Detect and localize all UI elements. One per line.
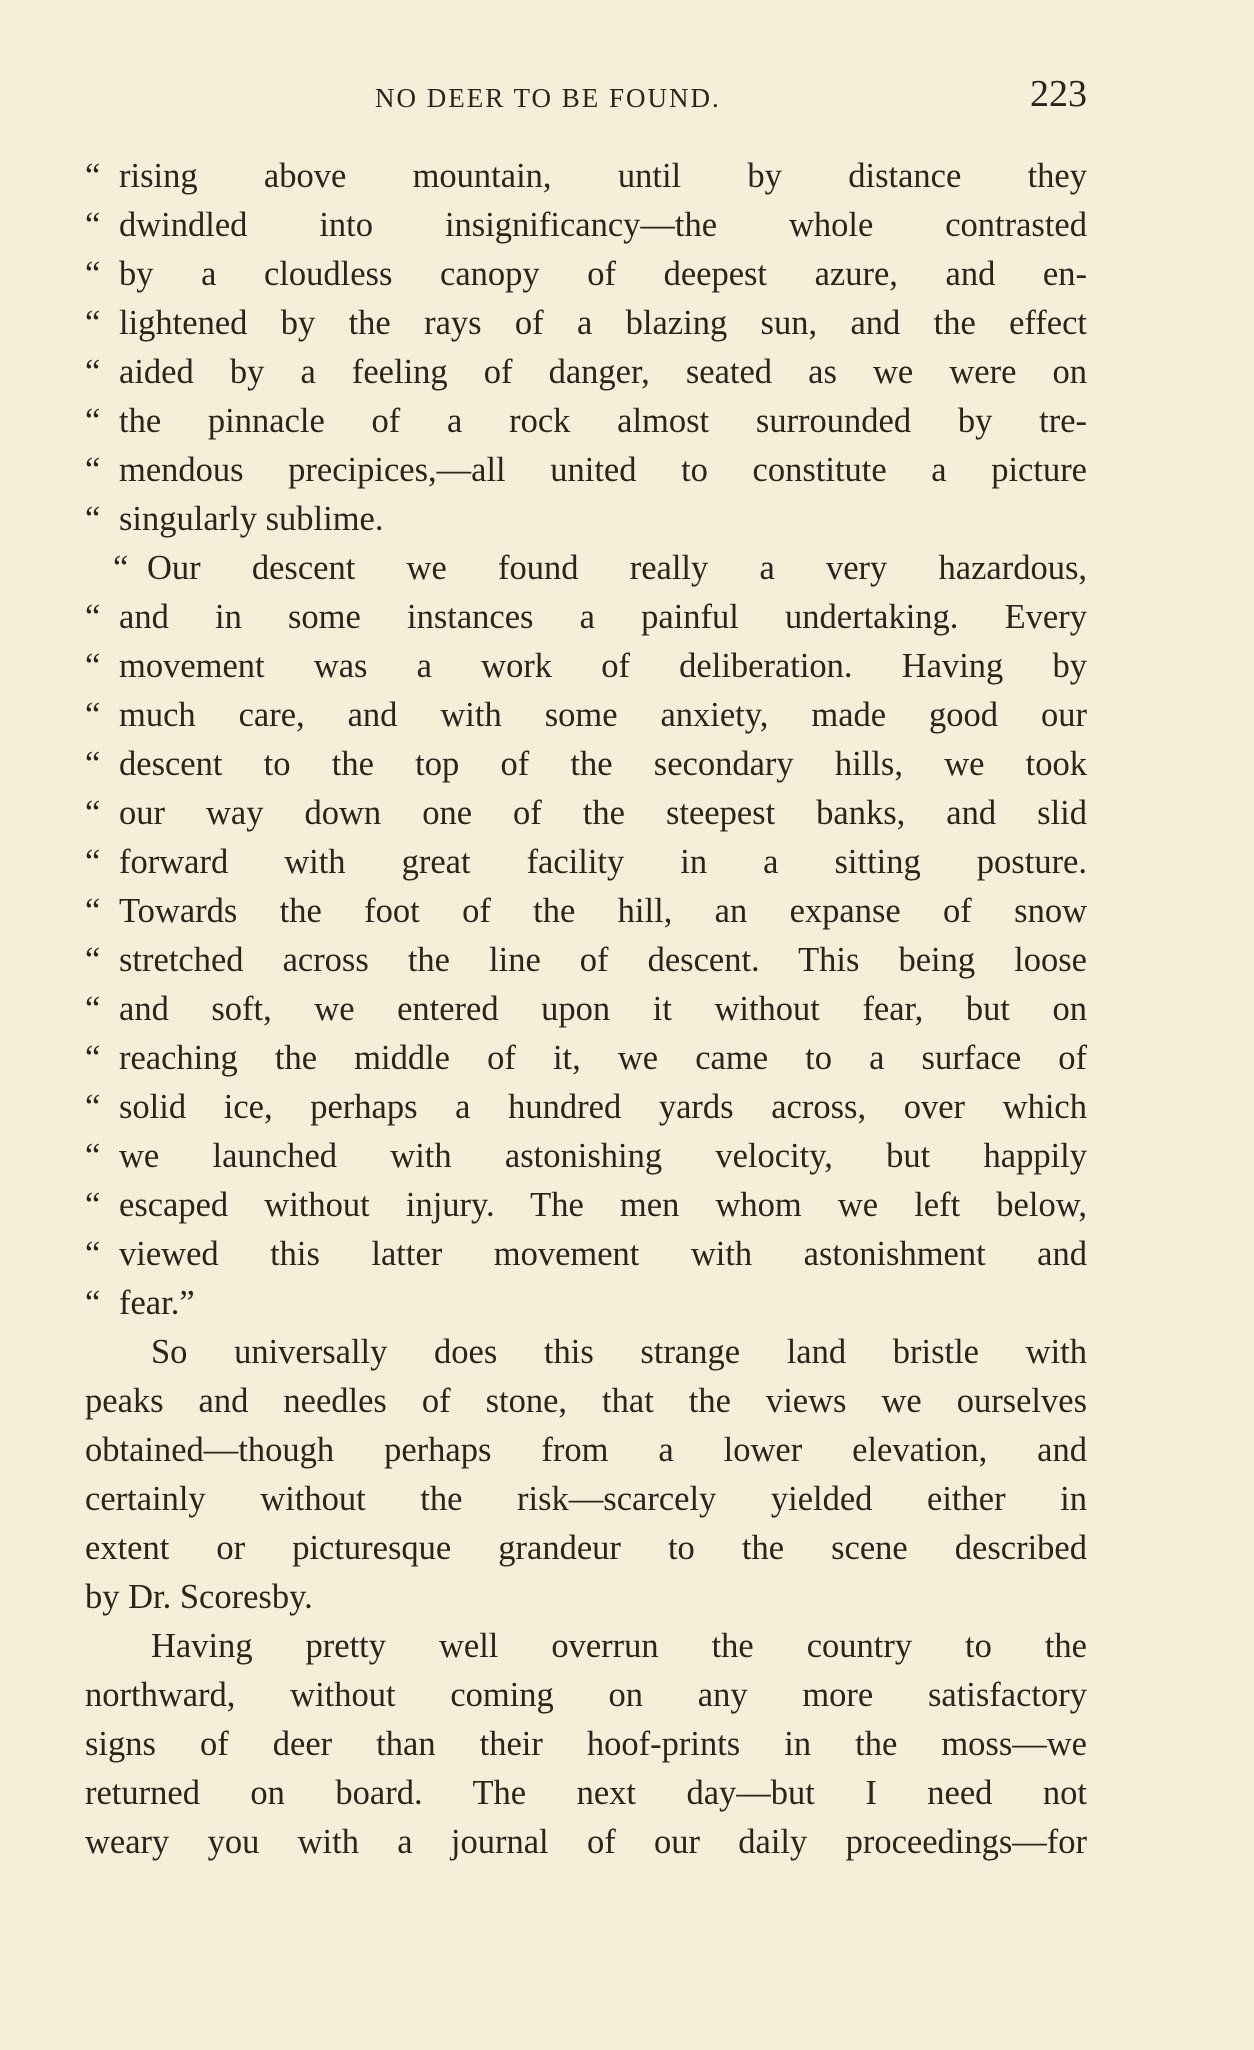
- line-text: Towards the foot of the hill, an expanse of snow: [119, 892, 1087, 930]
- quote-mark: “: [85, 1235, 101, 1273]
- quote-mark: “: [85, 892, 101, 930]
- text-line: by Dr. Scoresby.: [85, 1578, 313, 1616]
- quote-mark: “: [85, 304, 101, 342]
- text-line: returned on board. The next day—but I need not: [85, 1774, 1087, 1812]
- text-line: [85, 691, 1087, 740]
- quote-mark: “: [85, 843, 101, 881]
- line-text: forward with great facility in a sitting posture.: [119, 843, 1087, 881]
- text-line: extent or picturesque grandeur to the scene described: [85, 1529, 1087, 1567]
- text-line: [85, 789, 1087, 838]
- page-header: [85, 70, 1087, 126]
- text-line: [85, 544, 1087, 593]
- line-text: escaped without injury. The men whom we left below,: [119, 1186, 1087, 1224]
- quote-mark: “: [85, 990, 101, 1028]
- line-text: dwindled into insignificancy—the whole contrasted: [119, 206, 1087, 244]
- page-number: 223: [1030, 73, 1087, 115]
- line-text: singularly sublime.: [119, 500, 384, 538]
- body-text: [85, 152, 1087, 1867]
- text-line: [85, 1279, 1087, 1328]
- text-line: [85, 1181, 1087, 1230]
- text-line: [85, 250, 1087, 299]
- text-line: northward, without coming on any more satisfactory: [85, 1676, 1087, 1714]
- quote-mark: “: [85, 794, 101, 832]
- quote-mark: “: [85, 941, 101, 979]
- quote-mark: “: [85, 647, 101, 685]
- quote-mark: “: [85, 745, 101, 783]
- quote-mark: “: [85, 598, 101, 636]
- line-text: and soft, we entered upon it without fear, but on: [119, 990, 1087, 1028]
- text-line: [85, 740, 1087, 789]
- quote-mark: “: [85, 1039, 101, 1077]
- text-line: [85, 1034, 1087, 1083]
- text-line: [85, 495, 1087, 544]
- quote-mark: “: [85, 206, 101, 244]
- text-line: [85, 838, 1087, 887]
- line-text: movement was a work of deliberation. Having by: [119, 647, 1087, 685]
- line-text: aided by a feeling of danger, seated as we were on: [119, 353, 1087, 391]
- text-line: [85, 446, 1087, 495]
- quote-mark: “: [85, 451, 101, 489]
- text-line: [85, 201, 1087, 250]
- running-title: NO DEER TO BE FOUND.: [375, 83, 721, 113]
- quote-mark: “: [85, 1137, 101, 1175]
- quote-mark: “: [85, 1088, 101, 1126]
- text-line: [85, 348, 1087, 397]
- quote-mark: “: [113, 549, 129, 587]
- line-text: stretched across the line of descent. This being loose: [119, 941, 1087, 979]
- quote-mark: “: [85, 353, 101, 391]
- line-text: descent to the top of the secondary hills, we took: [119, 745, 1087, 783]
- line-text: solid ice, perhaps a hundred yards across, over which: [119, 1088, 1087, 1126]
- quote-mark: “: [85, 696, 101, 734]
- line-text: by a cloudless canopy of deepest azure, and en-: [119, 255, 1087, 293]
- line-text: viewed this latter movement with astonishment and: [119, 1235, 1087, 1273]
- text-line: [85, 985, 1087, 1034]
- text-line: peaks and needles of stone, that the views we ourselves: [85, 1382, 1087, 1420]
- line-text: reaching the middle of it, we came to a surface of: [119, 1039, 1087, 1077]
- text-line: [85, 152, 1087, 201]
- line-text: rising above mountain, until by distance they: [119, 157, 1087, 195]
- quote-mark: “: [85, 255, 101, 293]
- text-line: Having pretty well overrun the country to the: [151, 1627, 1087, 1665]
- text-line: [85, 299, 1087, 348]
- line-text: and in some instances a painful undertaking. Every: [119, 598, 1087, 636]
- line-text: lightened by the rays of a blazing sun, and the effect: [119, 304, 1087, 342]
- line-text: fear.”: [119, 1284, 195, 1322]
- text-line: obtained—though perhaps from a lower elevation, and: [85, 1431, 1087, 1469]
- text-line: certainly without the risk—scarcely yielded either in: [85, 1480, 1087, 1518]
- line-text: the pinnacle of a rock almost surrounded by tre-: [119, 402, 1087, 440]
- line-text: we launched with astonishing velocity, but happily: [119, 1137, 1087, 1175]
- text-line: [85, 887, 1087, 936]
- quote-mark: “: [85, 1284, 101, 1322]
- line-text: our way down one of the steepest banks, and slid: [119, 794, 1087, 832]
- line-text: Our descent we found really a very hazardous,: [147, 549, 1087, 587]
- text-line: [85, 397, 1087, 446]
- text-line: [85, 1230, 1087, 1279]
- quote-mark: “: [85, 402, 101, 440]
- line-text: mendous precipices,—all united to constitute a picture: [119, 451, 1087, 489]
- quote-mark: “: [85, 1186, 101, 1224]
- text-line: signs of deer than their hoof-prints in the moss—we: [85, 1725, 1087, 1763]
- text-line: [85, 936, 1087, 985]
- quote-mark: “: [85, 500, 101, 538]
- text-line: weary you with a journal of our daily proceedings—for: [85, 1823, 1087, 1861]
- text-line: [85, 1132, 1087, 1181]
- quote-mark: “: [85, 157, 101, 195]
- text-line: So universally does this strange land bristle with: [151, 1333, 1087, 1371]
- line-text: much care, and with some anxiety, made good our: [119, 696, 1087, 734]
- text-line: [85, 593, 1087, 642]
- text-line: [85, 1083, 1087, 1132]
- text-line: [85, 642, 1087, 691]
